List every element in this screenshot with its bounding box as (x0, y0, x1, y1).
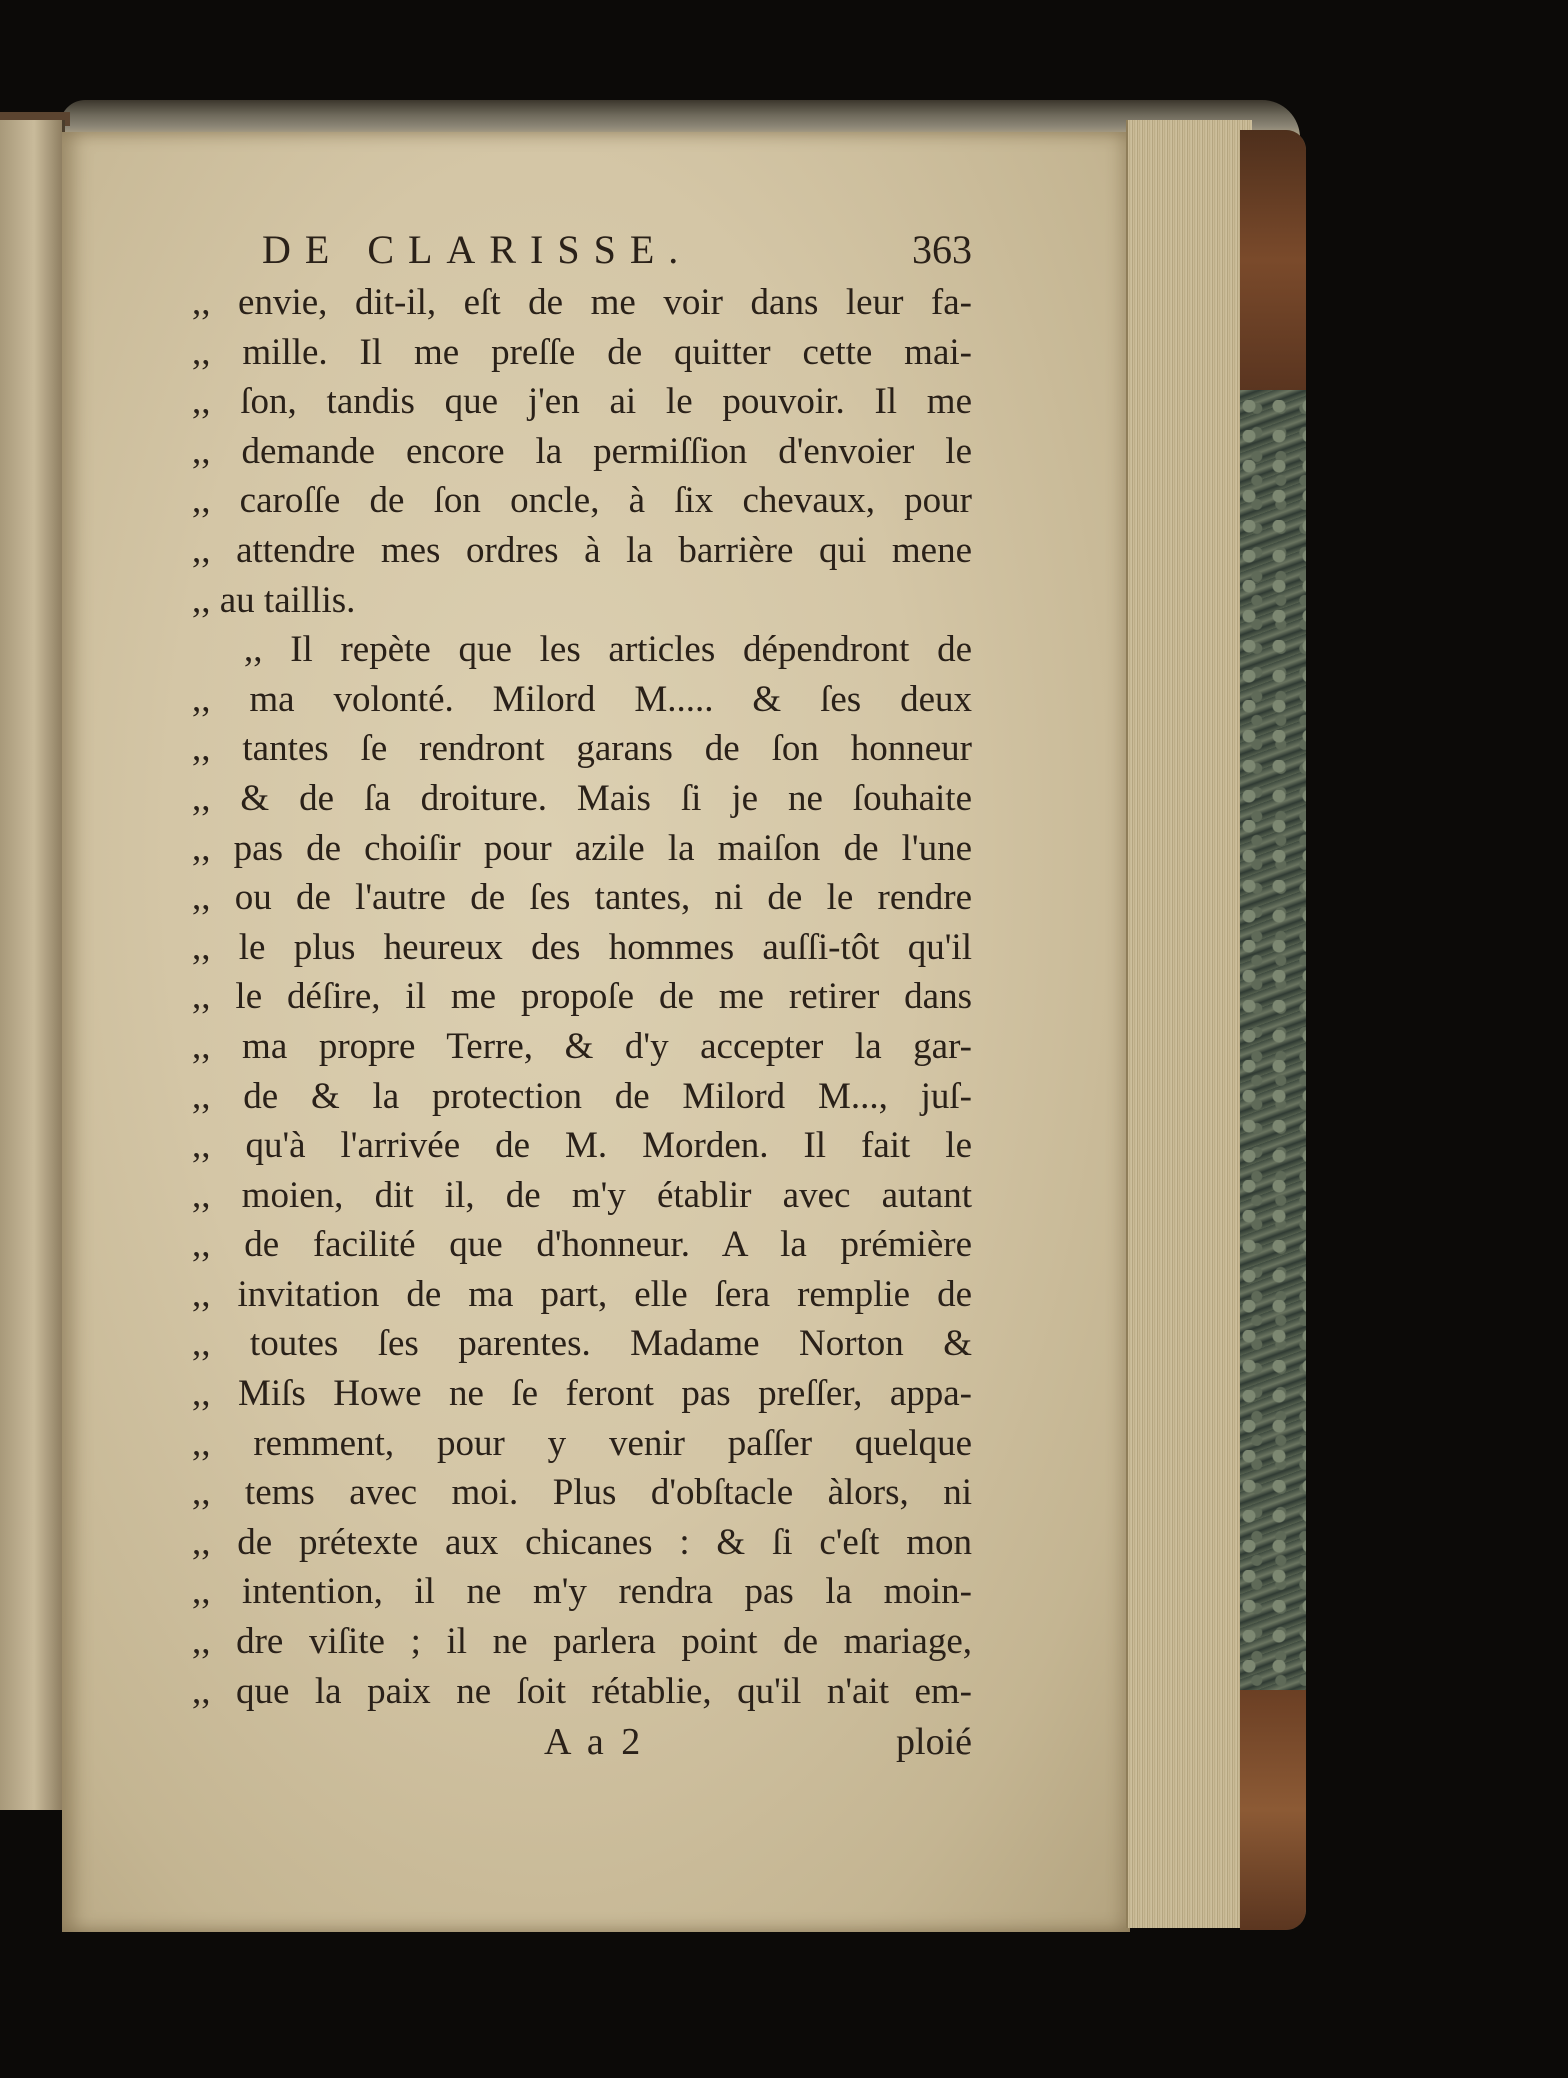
text-line: ,, toutes ſes parentes. Madame Norton & (192, 1323, 972, 1365)
text-line: ,, moien, dit il, de m'y établir avec autant (192, 1174, 972, 1216)
text-line: ,, ou de l'autre de ſes tantes, ni de le rendre (192, 877, 972, 919)
text-line: ,, dre viſite ; il ne parlera point de mariage, (192, 1621, 972, 1663)
text-line: ,, envie, dit-il, eſt de me voir dans leur fa- (192, 282, 972, 323)
running-head (192, 212, 972, 274)
page-number: 363 (912, 227, 972, 272)
text-line: ,, qu'à l'arrivée de M. Morden. Il fait le (192, 1125, 972, 1167)
text-line: ,, pas de choiſir pour azile la maiſon de l'une (192, 827, 972, 869)
leather-corner-bottom (1240, 1690, 1306, 1930)
text-line: ,, caroſſe de ſon oncle, à ſix chevaux, pour (192, 480, 972, 522)
left-page-edge (0, 120, 65, 1810)
text-line: ,, demande encore la permiſſion d'envoier le (192, 430, 972, 472)
text-line: ,, que la paix ne ſoit rétablie, qu'il n'ait em- (192, 1670, 972, 1712)
text-line: ,, ma volonté. Milord M..... & ſes deux (192, 678, 972, 720)
text-line: ,, de prétexte aux chicanes : & ſi c'eſt mon (192, 1521, 972, 1563)
text-line: ,, mille. Il me preſſe de quitter cette mai- (192, 331, 972, 373)
text-line: ,, le plus heureux des hommes auſſi-tôt qu'il (192, 926, 972, 968)
text-line: ,, ſon, tandis que j'en ai le pouvoir. Il me (192, 381, 972, 423)
text-line: ,, invitation de ma part, elle ſera remplie de (192, 1273, 972, 1315)
text-line: ,, intention, il ne m'y rendra pas la moin- (192, 1571, 972, 1613)
page-fore-edge (1126, 120, 1252, 1928)
text-line: ,, attendre mes ordres à la barrière qui mene (192, 529, 972, 571)
text-line: ,, Il repète que les articles dépendront de (244, 629, 972, 671)
text-line: ,, tems avec moi. Plus d'obſtacle àlors, ni (192, 1472, 972, 1514)
text-line: ,, tantes ſe rendront garans de ſon honneur (192, 728, 972, 770)
text-line: ,, au taillis. (192, 579, 356, 621)
page-text-block (192, 212, 972, 1772)
catchword: ploié (896, 1721, 972, 1764)
leather-corner-top (1240, 130, 1306, 390)
marbled-cover-board (1240, 130, 1306, 1930)
running-head-title: DE CLARISSE. (262, 227, 693, 272)
text-line: ,, remment, pour y venir paſſer quelque (192, 1422, 972, 1464)
page-footer (192, 1716, 972, 1772)
text-line: ,, de facilité que d'honneur. A la prémière (192, 1224, 972, 1266)
text-line: ,, & de ſa droiture. Mais ſi je ne ſouhaite (192, 777, 972, 819)
text-line: ,, le déſire, il me propoſe de me retirer dans (192, 976, 972, 1018)
text-line: ,, Miſs Howe ne ſe feront pas preſſer, appa- (192, 1373, 972, 1415)
text-line: ,, ma propre Terre, & d'y accepter la gar- (192, 1025, 972, 1067)
signature-mark: A a 2 (544, 1721, 645, 1764)
text-line: ,, de & la protection de Milord M..., juſ- (192, 1075, 972, 1117)
